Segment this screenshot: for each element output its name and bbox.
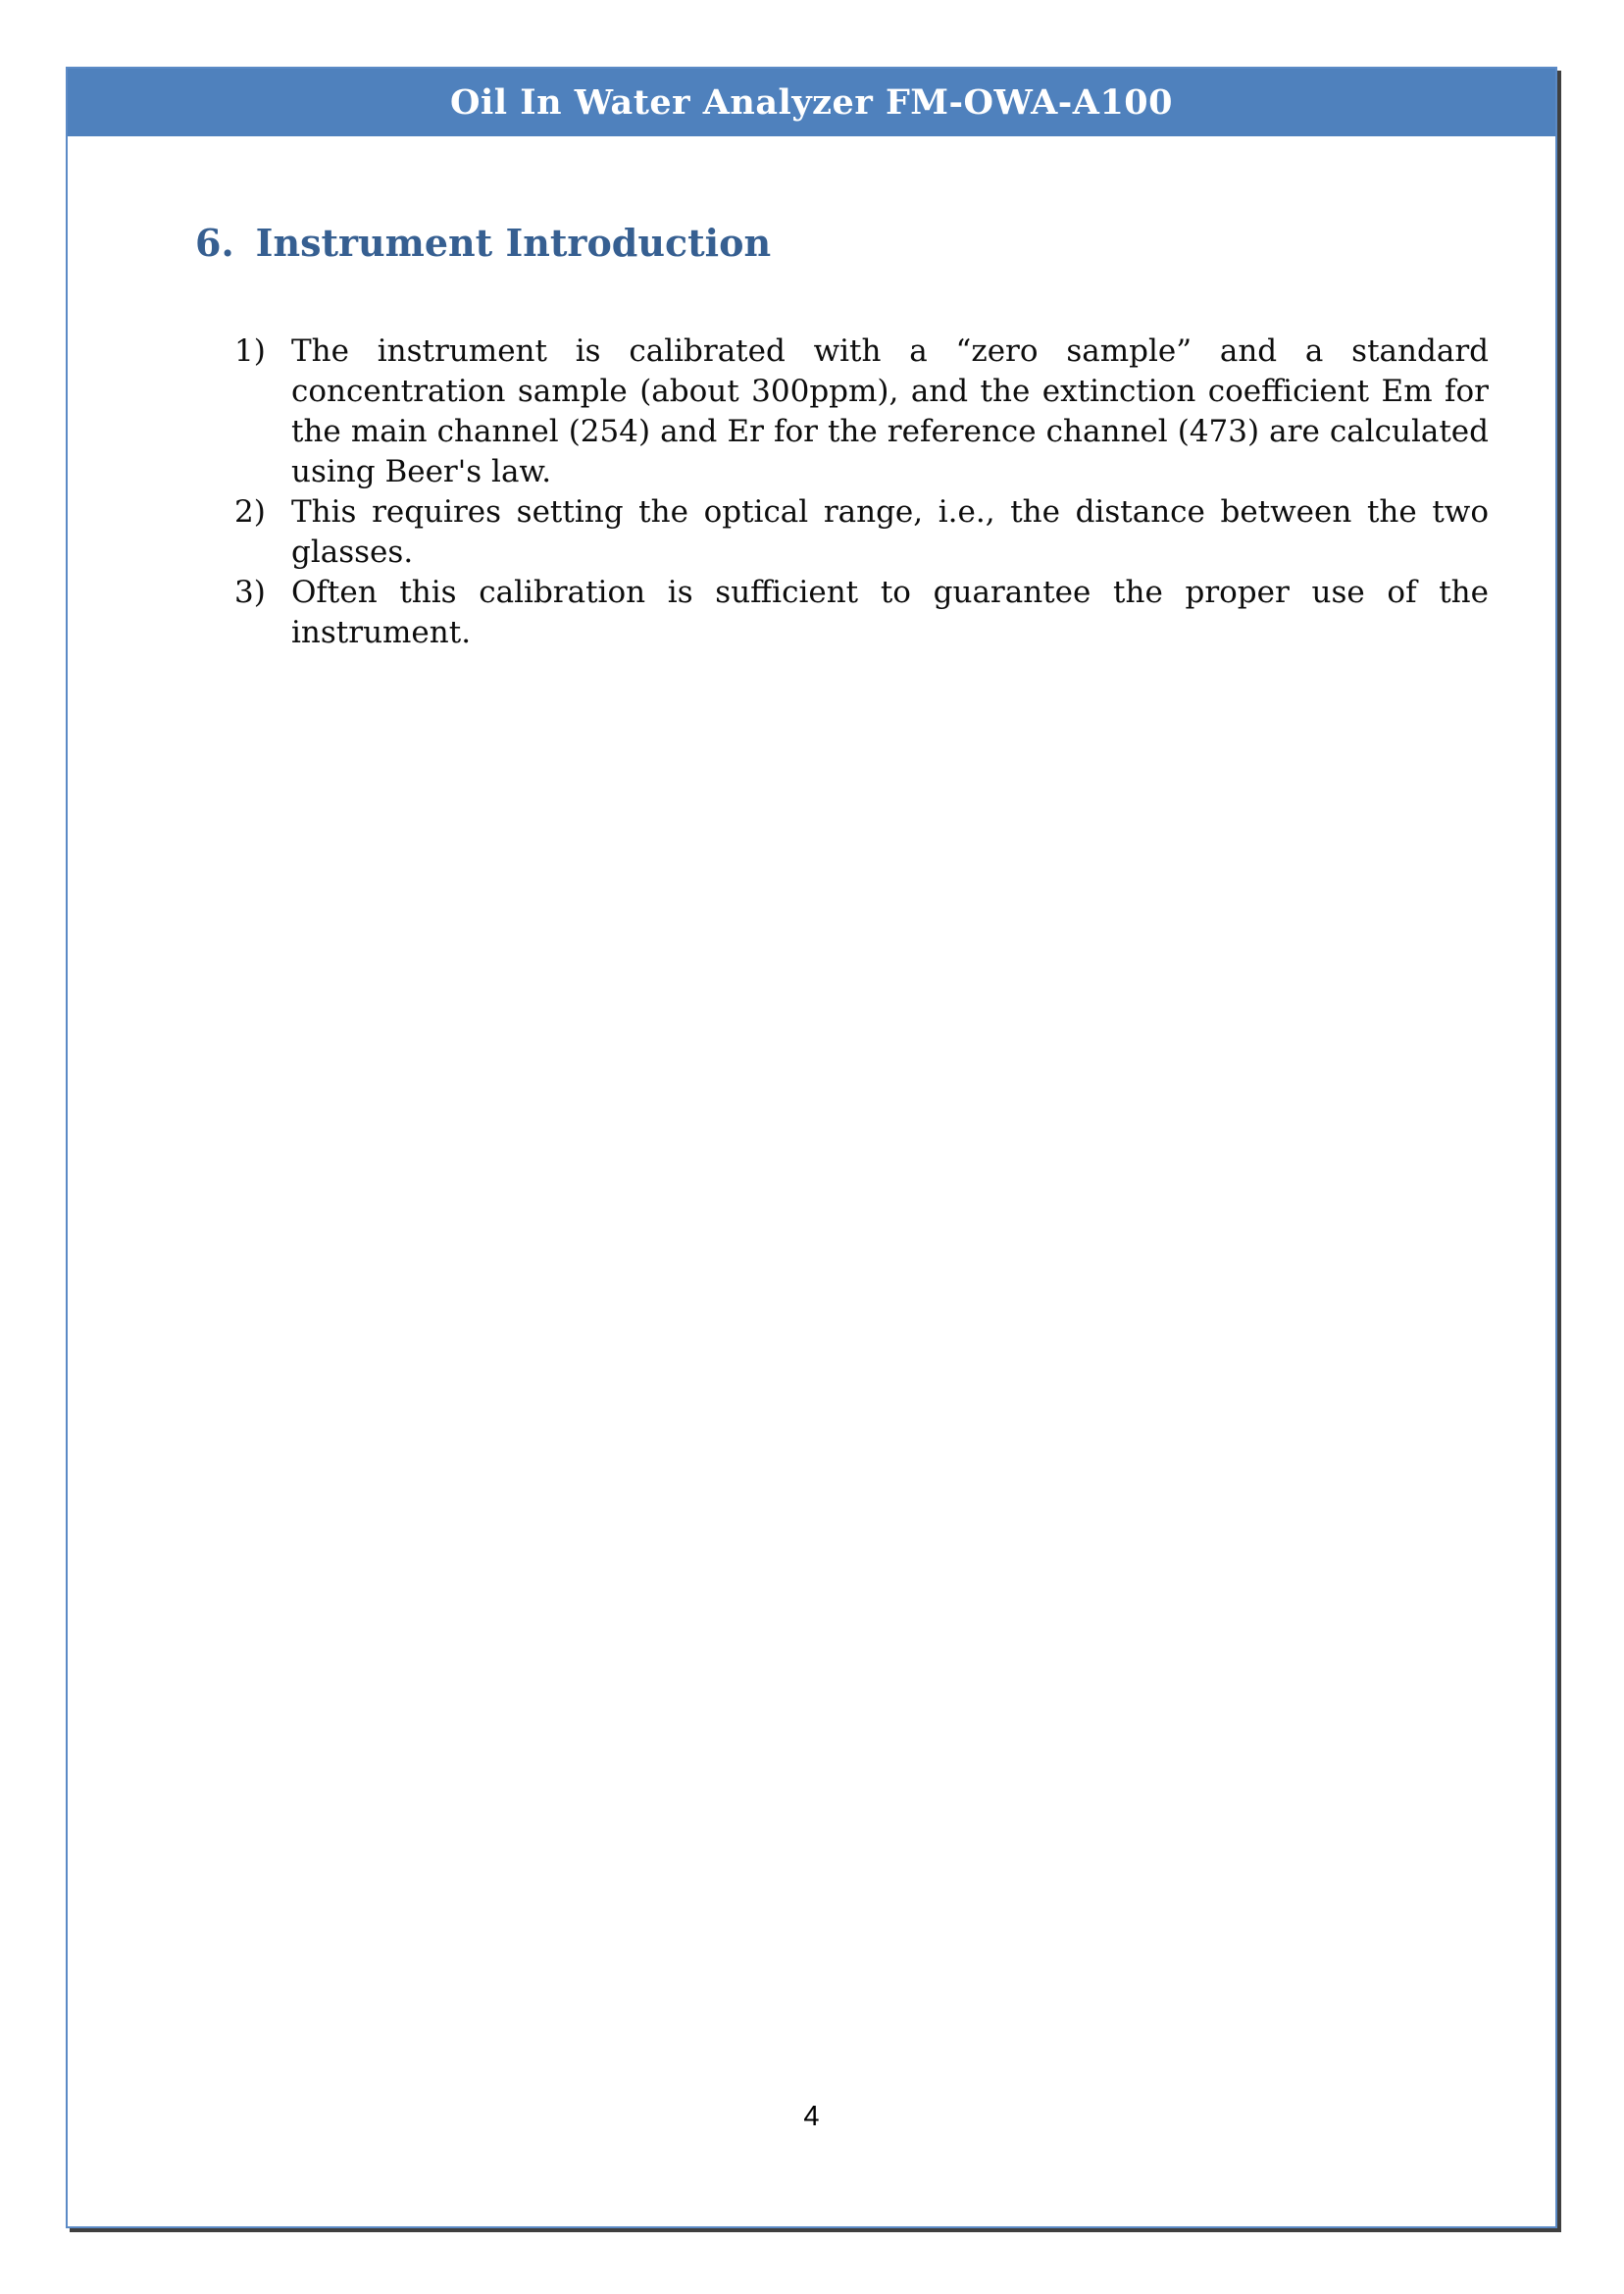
list-item-text: Often this calibration is sufficient to guarantee the proper use of the instrument. — [291, 575, 1489, 650]
list-item-marker: 3) — [234, 575, 266, 610]
instruction-list — [68, 331, 1555, 653]
section-heading — [195, 221, 771, 265]
document-title: Oil In Water Analyzer FM-OWA-A100 — [449, 82, 1174, 123]
section-number: 6. — [195, 221, 234, 265]
document-header-bar — [68, 69, 1555, 136]
page-number: 4 — [803, 2101, 820, 2132]
list-item — [68, 573, 1555, 653]
list-item-text: This requires setting the optical range, i.e., the distance between the two glasses. — [291, 494, 1489, 570]
list-item — [68, 331, 1555, 492]
list-item-marker: 2) — [234, 494, 266, 530]
list-item-marker: 1) — [234, 333, 266, 369]
list-item-text: The instrument is calibrated with a “zero sample” and a standard concentration sample (about 300ppm), and the extinction coefficient Em for the main channel (254) and Er for the reference channel (473) are calculated using Beer's law. — [291, 333, 1489, 489]
page-border-frame — [66, 67, 1557, 2228]
section-title: Instrument Introduction — [255, 221, 772, 265]
list-item — [68, 492, 1555, 573]
